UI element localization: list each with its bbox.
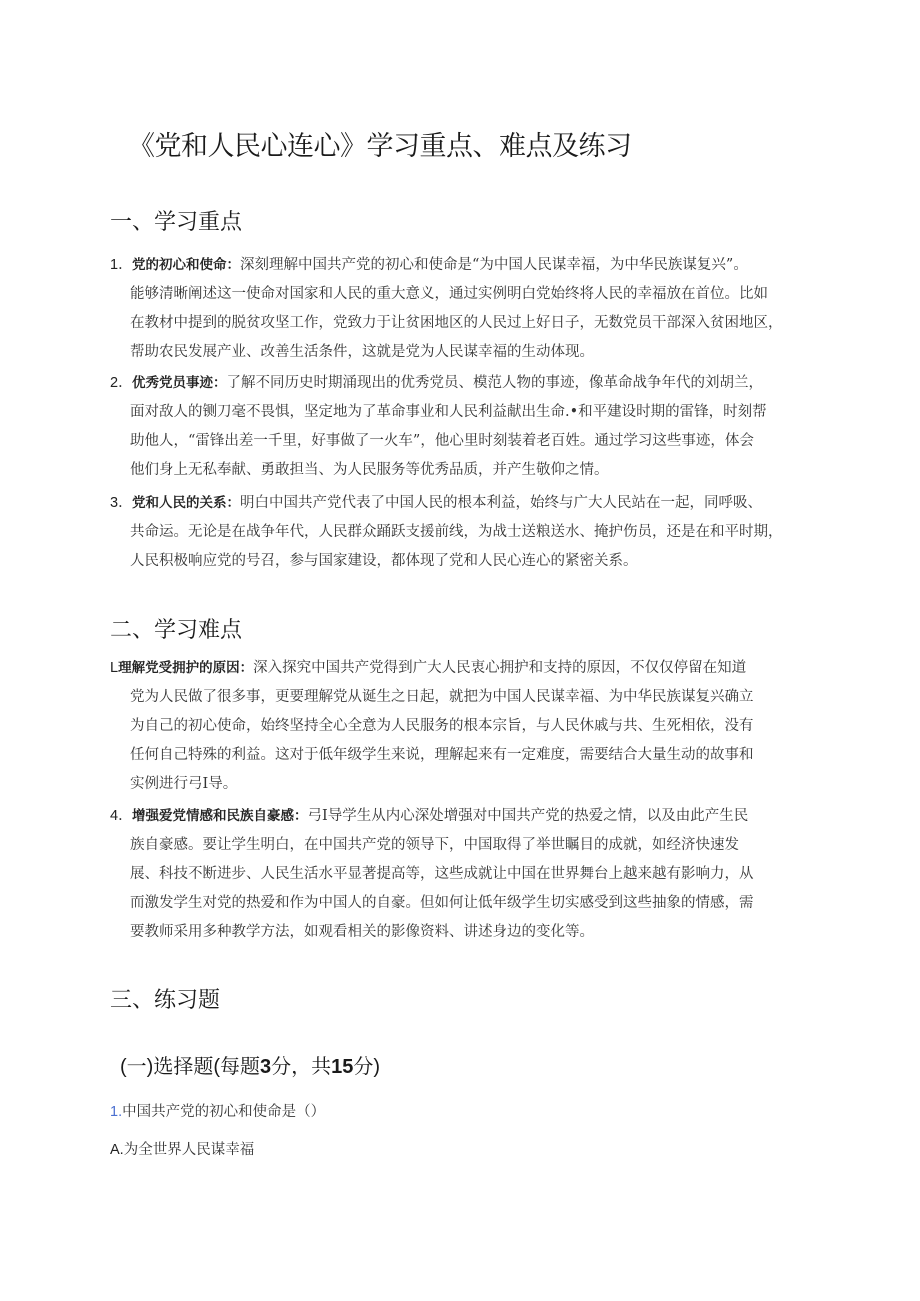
document-title: 《党和人民心连心》学习重点、难点及练习 — [128, 131, 632, 162]
item-text-line: 展、科技不断进步、人民生活水平显著提高等，这些成就让中国在世界舞台上越来越有影响力，从 — [130, 866, 754, 882]
item-number: 3． — [110, 495, 133, 511]
item-text-line: 为自己的初心使命，始终坚持全心全意为人民服务的根本宗旨，与人民休戚与共、生死相依，没有 — [130, 718, 754, 734]
item-term: 理解党受拥护的原因： — [118, 660, 254, 676]
key-point-item — [110, 369, 810, 485]
item-text-line: 要教师采用多种教学方法，如观看相关的影像资料、讲述身边的变化等。 — [130, 924, 594, 940]
option-text: 为全世界人民谋幸福 — [123, 1142, 255, 1158]
item-text-line: 在教材中提到的脱贫攻坚工作，党致力于让贫困地区的人民过上好日子，无数党员干部深入贫困地区， — [130, 315, 783, 331]
item-text-line: 面对敌人的铡刀毫不畏惧，坚定地为了革命事业和人民利益献出生命.•和平建设时期的雷锋，时刻帮 — [130, 404, 767, 420]
item-term: 增强爱党情感和民族自豪感： — [132, 808, 308, 824]
item-text-line: 任何自己特殊的利益。这对于低年级学生来说，理解起来有一定难度，需要结合大量生动的故事和 — [130, 747, 754, 763]
subheading-prefix: (一)选择题(每题 — [120, 1056, 260, 1078]
difficulty-item — [110, 654, 810, 799]
item-text-line: 能够清晰阐述这一使命对国家和人民的重大意义，通过实例明白党始终将人民的幸福放在首位。比如 — [130, 286, 768, 302]
item-term: 党的初心和使命： — [132, 257, 240, 273]
item-number: 1． — [110, 257, 133, 273]
subheading-mid: 分，共 — [271, 1056, 332, 1078]
per-question-score: 3 — [259, 1056, 272, 1078]
option-a — [110, 1138, 254, 1159]
item-number: L — [110, 660, 119, 676]
item-text-line: 族自豪感。要让学生明白，在中国共产党的领导下，中国取得了举世瞩目的成就，如经济快速发 — [130, 837, 739, 853]
subheading-suffix: 分) — [353, 1056, 381, 1078]
total-score: 15 — [331, 1056, 354, 1078]
item-text-line: 助他人，“雷锋出差一千里，好事做了一火车”，他心里时刻装着老百姓。通过学习这些事迹，体会 — [130, 433, 754, 449]
question-number: 1. — [110, 1104, 123, 1120]
item-text-line: 共命运。无论是在战争年代，人民群众踊跃支援前线，为战士送粮送水、掩护伤员，还是在和平时期， — [130, 524, 783, 540]
item-text-line: 深刻理解中国共产党的初心和使命是“为中国人民谋幸福，为中华民族谋复兴”。 — [240, 257, 748, 273]
item-term: 优秀党员事迹： — [132, 375, 227, 391]
section-heading-difficulties: 二、学习难点 — [110, 618, 243, 643]
section-heading-key-points: 一、学习重点 — [110, 210, 243, 235]
item-number: 4． — [110, 808, 133, 824]
section-heading-exercises: 三、练习题 — [110, 988, 221, 1013]
option-label: A. — [110, 1142, 124, 1158]
item-text-line: 实例进行弓I导。 — [130, 776, 238, 792]
question-text: 中国共产党的初心和使命是（） — [122, 1104, 326, 1120]
item-text-line: 深入探究中国共产党得到广大人民衷心拥护和支持的原因，不仅仅停留在知道 — [253, 660, 747, 676]
key-point-item — [110, 251, 810, 367]
difficulty-item — [110, 802, 810, 947]
item-number: 2． — [110, 375, 133, 391]
multiple-choice-heading — [120, 1050, 380, 1079]
question-1 — [110, 1100, 325, 1121]
item-text-line: 而激发学生对党的热爱和作为中国人的自豪。但如何让低年级学生切实感受到这些抽象的情感，需 — [130, 895, 754, 911]
item-text-line: 了解不同历史时期涌现出的优秀党员、模范人物的事迹，像革命战争年代的刘胡兰， — [226, 375, 763, 391]
item-text-line: 党为人民做了很多事，更要理解党从诞生之日起，就把为中国人民谋幸福、为中华民族谋复兴确立 — [130, 689, 754, 705]
item-text-line: 帮助农民发展产业、改善生活条件，这就是党为人民谋幸福的生动体现。 — [130, 344, 594, 360]
key-point-item — [110, 489, 810, 576]
item-text-line: 他们身上无私奉献、勇敢担当、为人民服务等优秀品质，并产生敬仰之情。 — [130, 462, 609, 478]
item-text-line: 弓I导学生从内心深处增强对中国共产党的热爱之情，以及由此产生民 — [307, 808, 749, 824]
item-text-line: 人民积极响应党的号召，参与国家建设，都体现了党和人民心连心的紧密关系。 — [130, 553, 638, 569]
item-text-line: 明白中国共产党代表了中国人民的根本利益，始终与广大人民站在一起，同呼吸、 — [240, 495, 762, 511]
item-term: 党和人民的关系： — [132, 495, 240, 511]
